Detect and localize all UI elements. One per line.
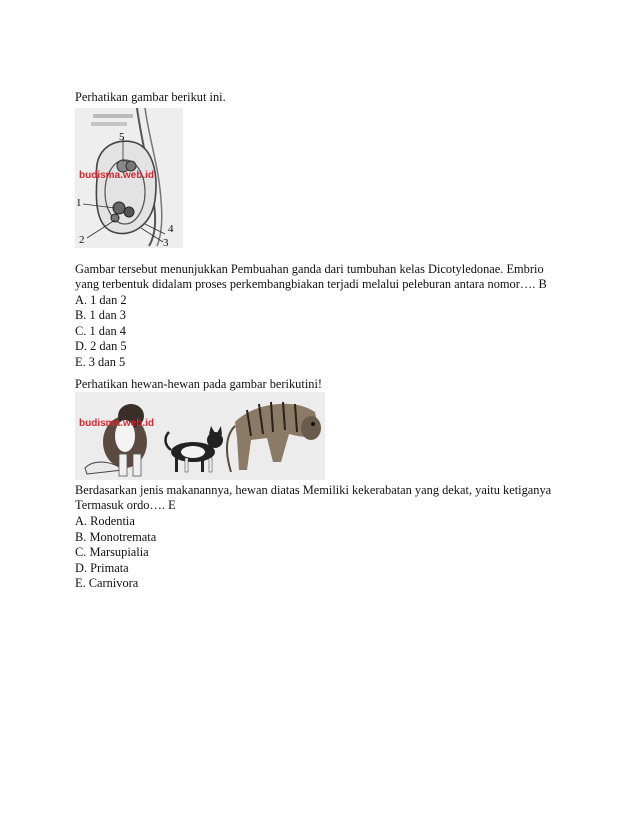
question-1-stem-line-1: Gambar tersebut menunjukkan Pembuahan ganda dari tumbuhan kelas Dicotyledonae. Embrio	[75, 262, 544, 276]
question-1-option-d: D. 2 dan 5	[75, 339, 127, 353]
diagram-label-4: 4	[168, 223, 174, 235]
double-fertilization-figure	[75, 108, 183, 248]
watermark: budisma.web.id	[79, 418, 155, 429]
question-2-stem-line-2: Termasuk ordo…. E	[75, 498, 176, 512]
question-1-option-a: A. 1 dan 2	[75, 293, 127, 307]
question-2-intro: Perhatikan hewan-hewan pada gambar berikutini!	[75, 377, 323, 391]
question-1-option-c: C. 1 dan 4	[75, 324, 126, 338]
diagram-label-1: 1	[76, 197, 82, 209]
question-2-option-e: E. Carnivora	[75, 576, 139, 590]
question-1-option-b: B. 1 dan 3	[75, 308, 126, 322]
diagram-label-2: 2	[79, 234, 85, 246]
diagram-label-5: 5	[119, 131, 125, 143]
question-1-option-e: E. 3 dan 5	[75, 355, 126, 369]
question-2-option-d: D. Primata	[75, 561, 129, 575]
question-1-intro: Perhatikan gambar berikut ini.	[75, 90, 226, 104]
question-2-option-a: A. Rodentia	[75, 514, 135, 528]
animals-figure	[75, 392, 325, 480]
question-2-option-c: C. Marsupialia	[75, 545, 149, 559]
question-2-option-b: B. Monotremata	[75, 530, 157, 544]
question-1-stem-line-2: yang terbentuk didalam proses perkembangbiakan terjadi melalui peleburan antara nomor…. B	[75, 277, 547, 291]
diagram-label-3: 3	[163, 237, 169, 248]
question-2-stem-line-1: Berdasarkan jenis makanannya, hewan diatas Memiliki kekerabatan yang dekat, yaitu ketiganya	[75, 483, 552, 497]
watermark: budisma.web.id	[79, 170, 155, 181]
